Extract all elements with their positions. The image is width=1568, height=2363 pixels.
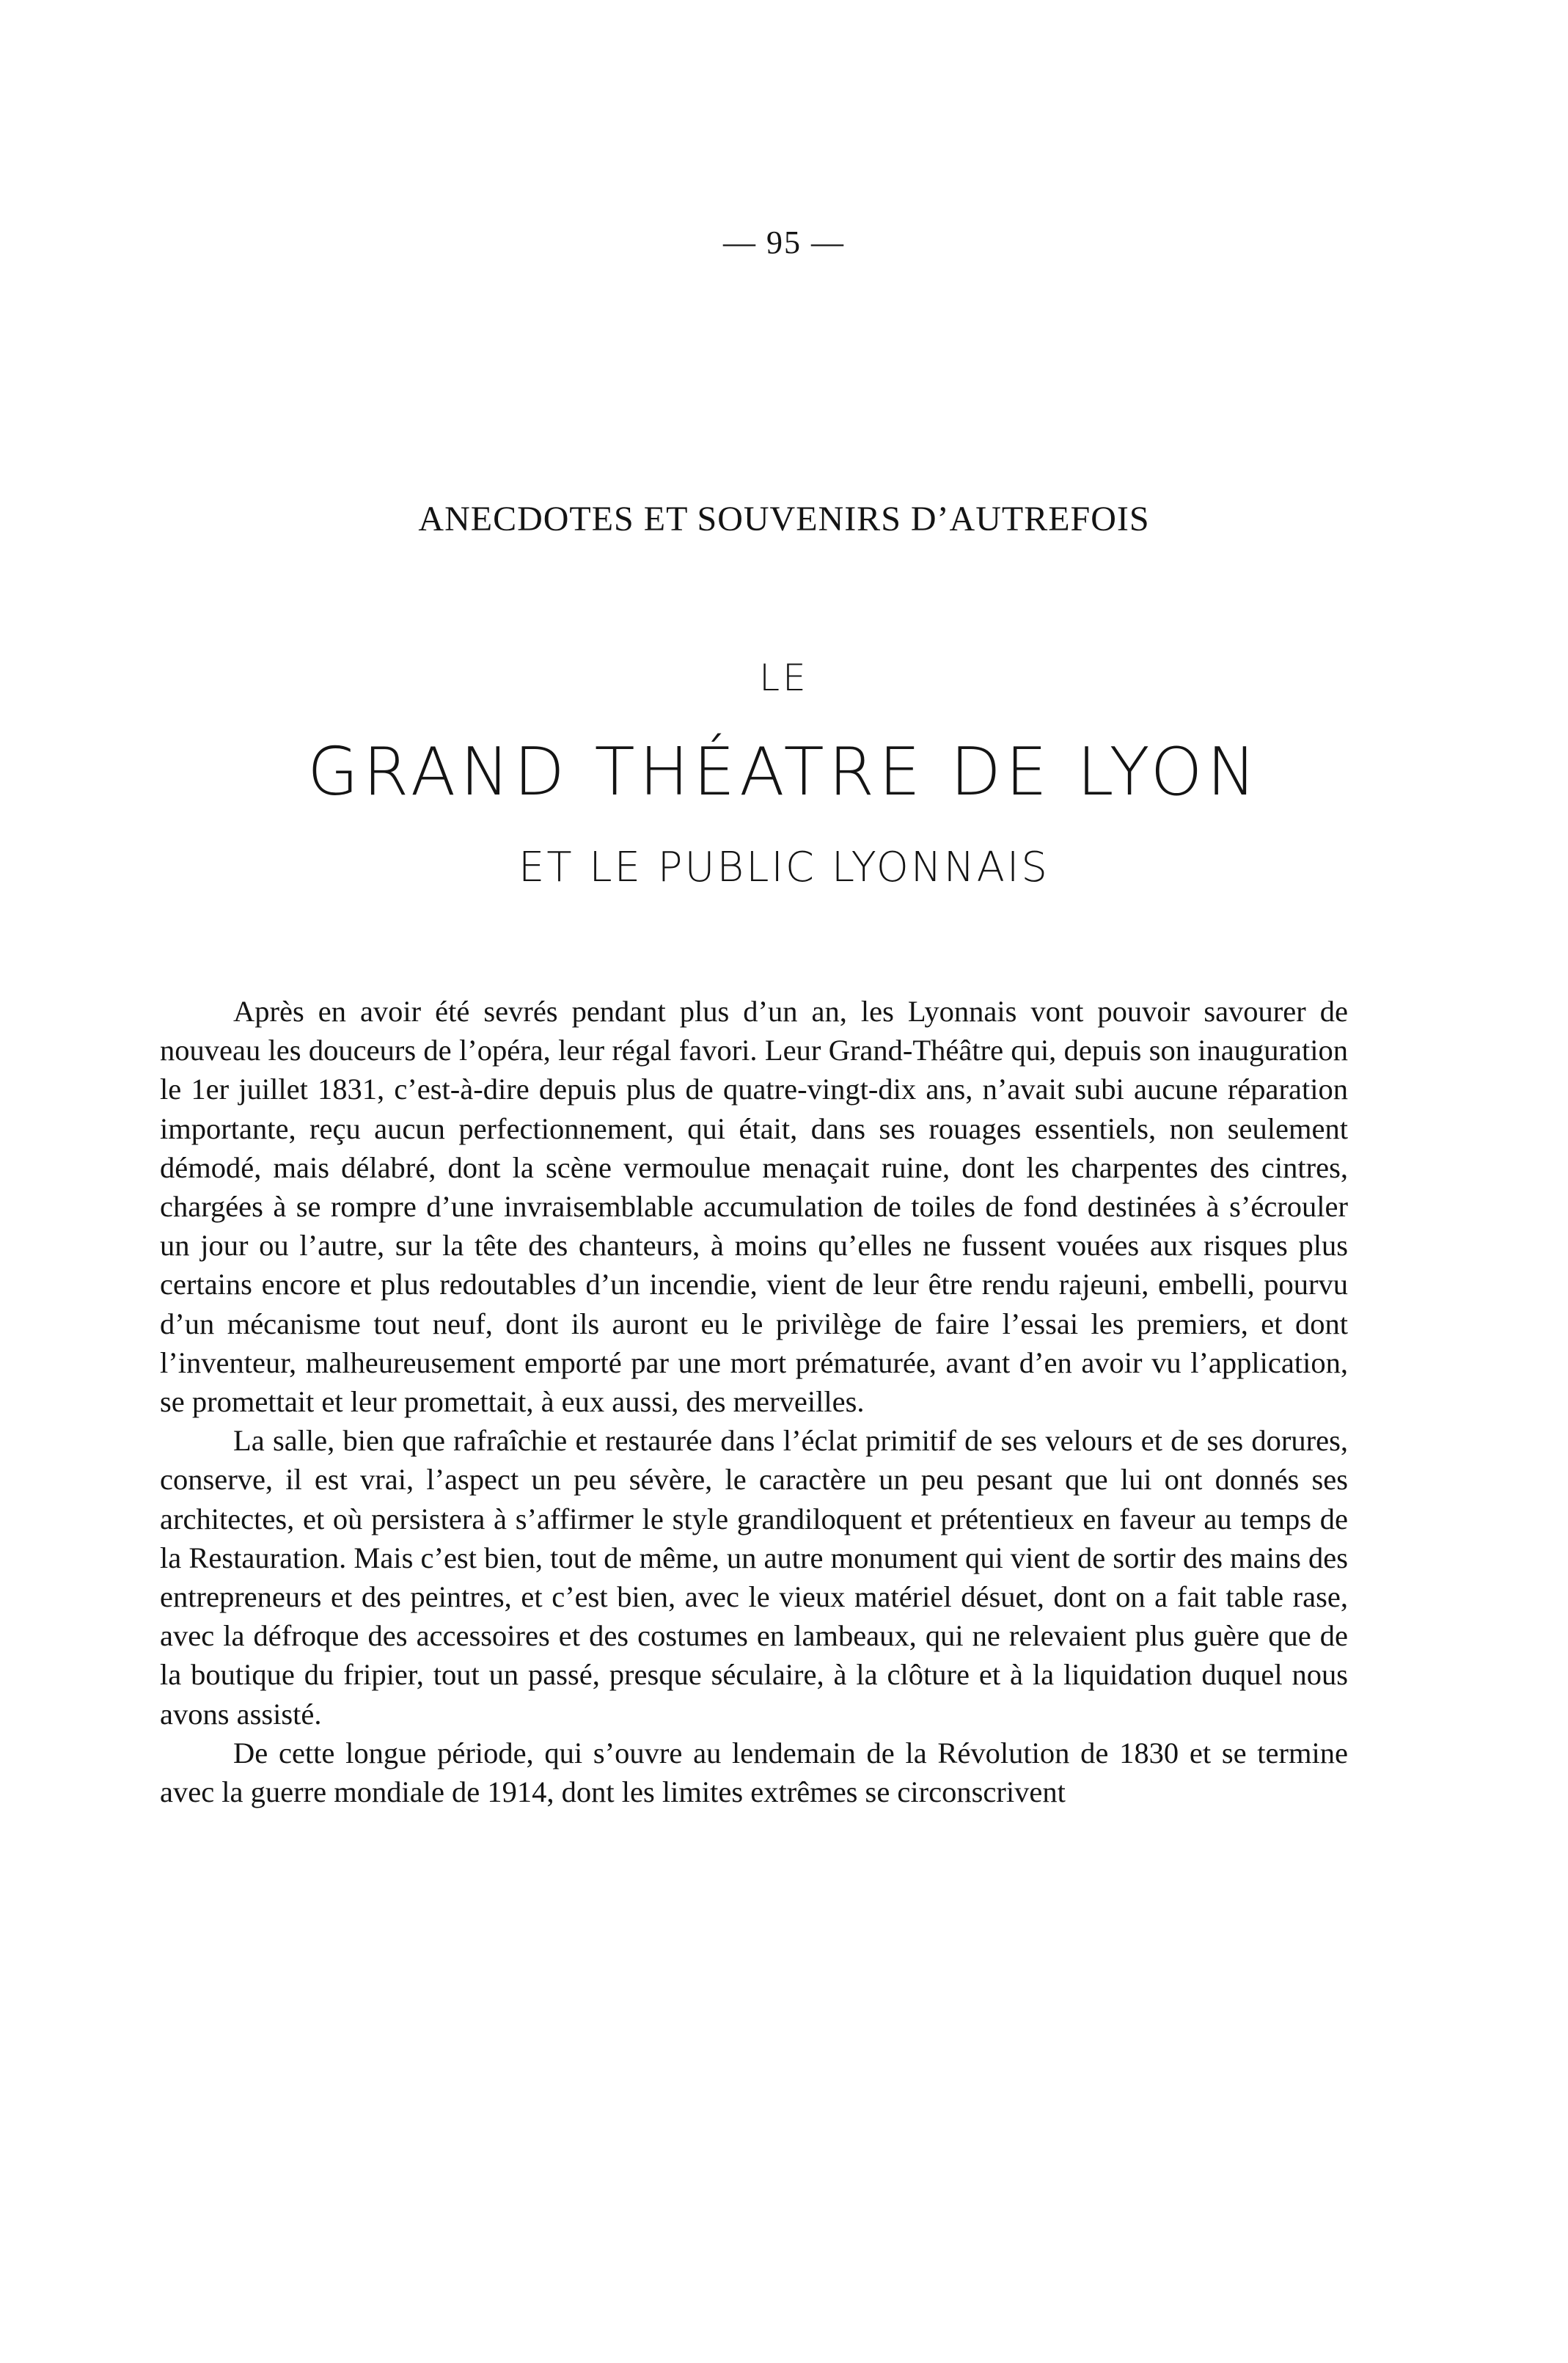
section-title: ANECDOTES ET SOUVENIRS D’AUTREFOIS: [418, 500, 1150, 538]
body-text: [160, 992, 1348, 1811]
page-title: GRAND THÉATRE DE LYON: [307, 734, 1261, 811]
paragraph-3: De cette longue période, qui s’ouvre au lendemain de la Révolution de 1830 et se termine avec la guerre mondiale de 1914, dont les limites extrêmes se circonscrivent: [160, 1736, 1348, 1809]
page-number: — 95 —: [723, 224, 845, 260]
page-subtitle: ET LE PUBLIC LYONNAIS: [519, 844, 1049, 891]
paragraph-1: Après en avoir été sevrés pendant plus d’un an, les Lyonnais vont pouvoir savourer de nouveau les douceurs de l’opéra, leur régal favori. Leur Grand-Théâtre qui, depuis son inauguration le 1er juillet 1831, c’est-à-dire depuis plus de quatre-vingt-dix ans, n’avait subi aucune réparation importante, reçu aucun perfectionnement, qui était, dans ses rouages essentiels, non seulement démodé, mais délabré, dont la scène vermoulue menaçait ruine, dont les charpentes des cintres, chargées à se rompre d’une invraisemblable accumulation de toiles de fond destinées à s’écrouler un jour ou l’autre, sur la tête des chanteurs, à moins qu’elles ne fussent vouées aux risques plus certains encore et plus redoutables d’un incendie, vient de leur être rendu rajeuni, embelli, pourvu d’un mécanisme tout neuf, dont ils auront eu le privilège de faire l’essai les premiers, et dont l’inventeur, malheureusement emporté par une mort prématurée, avant d’en avoir vu l’application, se promettait et leur promettait, à eux aussi, des merveilles.: [160, 995, 1348, 1419]
paragraph-2: La salle, bien que rafraîchie et restaurée dans l’éclat primitif de ses velours et de ses dorures, conserve, il est vrai, l’aspect un peu sévère, le caractère un peu pesant que lui ont donnés ses architectes, et où persistera à s’affirmer le style grandiloquent et prétentieux en faveur au temps de la Restauration. Mais c’est bien, tout de même, un autre monument qui vient de sortir des mains des entrepreneurs et des peintres, et c’est bien, avec le vieux matériel désuet, dont on a fait table rase, avec la défroque des accessoires et des costumes en lambeaux, qui ne relevaient plus guère que de la boutique du fripier, tout un passé, presque séculaire, à la clôture et à la liquidation duquel nous avons assisté.: [160, 1424, 1348, 1731]
title-article: LE: [759, 657, 809, 699]
